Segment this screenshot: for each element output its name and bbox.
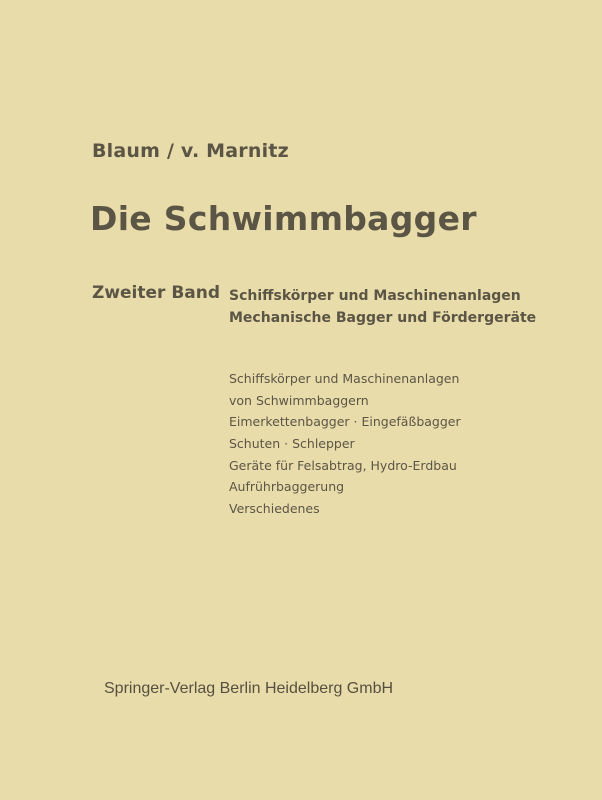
subtitle-line: Mechanische Bagger und Fördergeräte — [229, 310, 537, 326]
contents-list — [229, 368, 461, 520]
contents-item: von Schwimmbaggern — [229, 392, 369, 408]
volume-label: Zweiter Band — [92, 283, 221, 303]
publisher-name: Springer-Verlag Berlin Heidelberg GmbH — [104, 680, 394, 697]
contents-item: Schuten · Schlepper — [229, 436, 355, 452]
contents-item: Verschiedenes — [229, 501, 320, 517]
subtitle-line: Schiffskörper und Maschinenanlagen — [229, 288, 521, 304]
book-title: Die Schwimmbagger — [90, 199, 477, 238]
contents-item: Eimerkettenbagger · Eingefäßbagger — [229, 414, 461, 430]
contents-item: Schiffskörper und Maschinenanlagen — [229, 371, 460, 386]
contents-item: Aufrührbaggerung — [229, 479, 345, 495]
contents-item: Geräte für Felsabtrag, Hydro-Erdbau — [229, 457, 457, 473]
volume-subtitle — [229, 285, 536, 329]
book-authors: Blaum / v. Marnitz — [92, 140, 289, 162]
